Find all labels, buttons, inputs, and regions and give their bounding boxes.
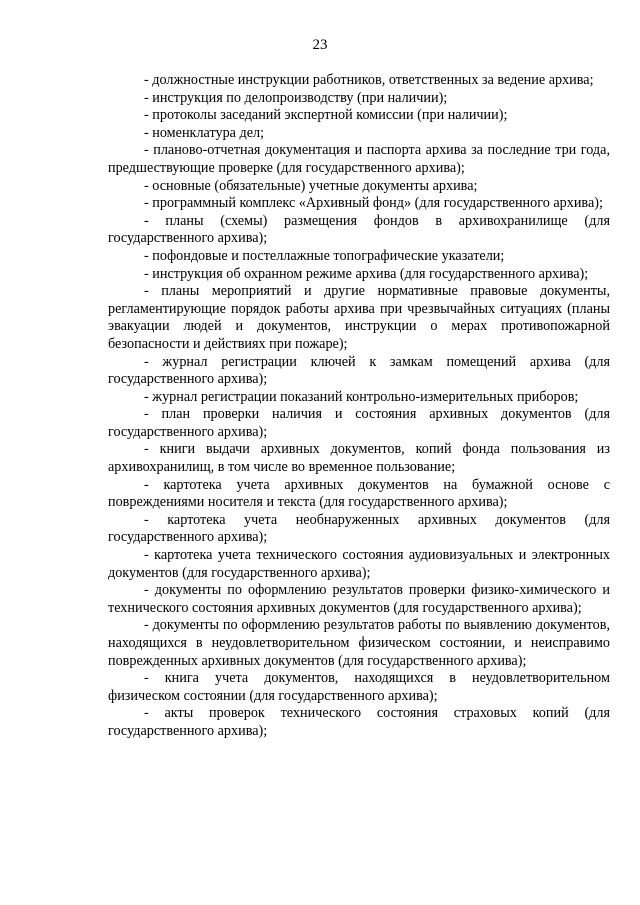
- list-item: - картотека учета необнаруженных архивных документов (для государственного архива);: [108, 511, 610, 546]
- list-item: - документы по оформлению результатов работы по выявлению документов, находящихся в неудовлетворительном физическом состоянии, и неисправимо поврежденных архивных документов (для государственного архива);: [108, 617, 610, 669]
- list-item: - планы мероприятий и другие нормативные правовые документы, регламентирующие порядок работы архива при чрезвычайных ситуациях (планы эвакуации людей и документов, инструкции о мерах противопожарной безопасности и действиях при пожаре);: [108, 283, 610, 352]
- list-item: - план проверки наличия и состояния архивных документов (для государственного архива);: [108, 406, 610, 440]
- list-item: - основные (обязательные) учетные документы архива;: [144, 177, 478, 194]
- list-item: - номенклатура дел;: [144, 124, 265, 141]
- list-item: - протоколы заседаний экспертной комиссии (при наличии);: [144, 107, 508, 124]
- list-item: - акты проверок технического состояния страховых копий (для государственного архива);: [108, 705, 610, 739]
- document-list: [108, 72, 610, 741]
- list-item: - картотека учета архивных документов на бумажной основе с повреждениями носителя и текста (для государственного архива);: [108, 476, 610, 511]
- list-item: - программный комплекс «Архивный фонд» (для государственного архива);: [144, 195, 603, 212]
- list-item: - должностные инструкции работников, ответственных за ведение архива;: [144, 72, 594, 88]
- list-item: - пофондовые и постеллажные топографические указатели;: [144, 247, 505, 264]
- list-item: - книги выдачи архивных документов, копий фонда пользования из архивохранилищ, в том числе во временное пользование;: [108, 441, 610, 476]
- list-item: - планово-отчетная документация и паспорта архива за последние три года, предшествующие проверке (для государственного архива);: [108, 142, 610, 176]
- list-item: - документы по оформлению результатов проверки физико-химического и технического состояния архивных документов (для государственного архива);: [108, 582, 610, 616]
- page-number: 23: [312, 37, 328, 53]
- list-item: - журнал регистрации показаний контрольно-измерительных приборов;: [144, 388, 579, 405]
- list-item: - книга учета документов, находящихся в неудовлетворительном физическом состоянии (для государственного архива);: [108, 670, 610, 704]
- list-item: - картотека учета технического состояния аудиовизуальных и электронных документов (для государственного архива);: [108, 547, 610, 581]
- list-item: - планы (схемы) размещения фондов в архивохранилище (для государственного архива);: [108, 212, 610, 247]
- list-item: - журнал регистрации ключей к замкам помещений архива (для государственного архива);: [108, 353, 610, 388]
- list-item: - инструкция по делопроизводству (при наличии);: [144, 89, 448, 106]
- list-item: - инструкция об охранном режиме архива (для государственного архива);: [144, 265, 589, 282]
